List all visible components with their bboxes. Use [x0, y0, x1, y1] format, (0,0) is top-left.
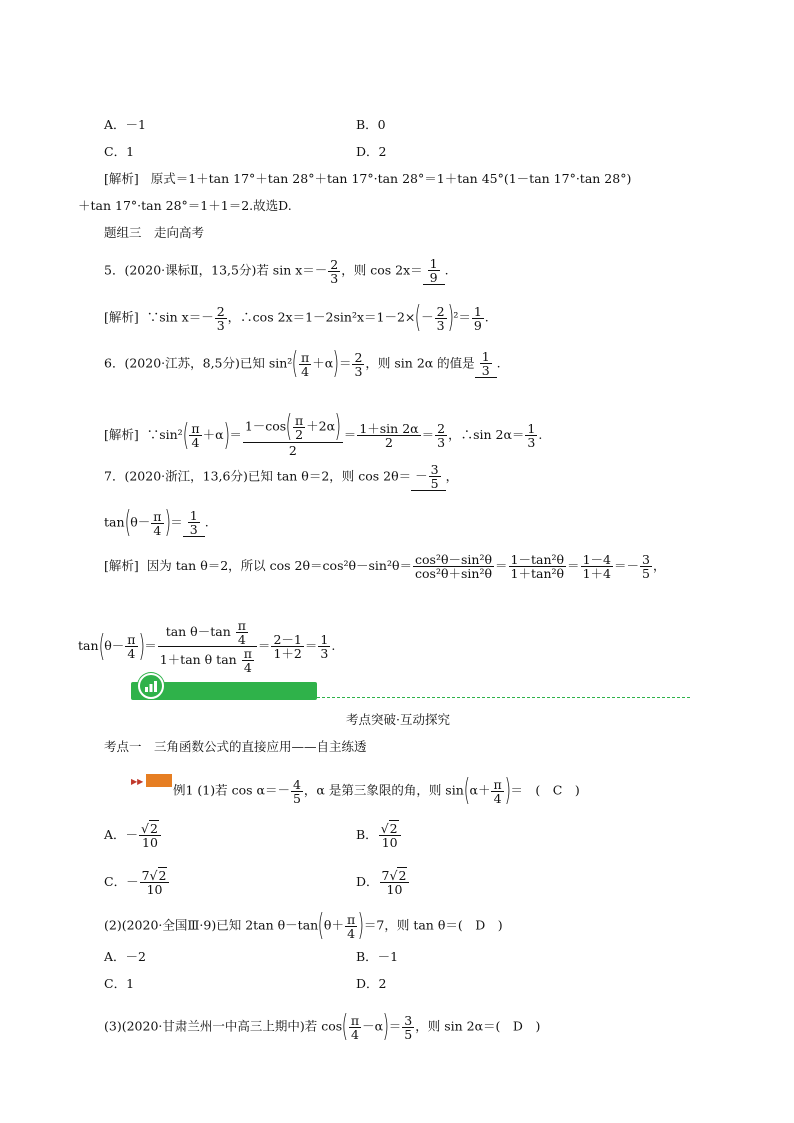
q4-option-a: A．－1	[104, 117, 146, 132]
fraction	[215, 305, 227, 332]
q6-analysis-pre: ∵sin²	[146, 427, 183, 442]
fraction	[480, 350, 492, 377]
numerator: 1	[189, 508, 198, 523]
ex2-stem-pre: (2)(2020·全国Ⅲ·9)已知 2tan θ－tan	[104, 917, 319, 933]
ex2-stem-end: ＝7，则 tan θ＝( D )	[363, 917, 503, 933]
numerator: 2－1	[273, 632, 302, 647]
left-paren: (	[341, 1009, 349, 1044]
numerator: π	[191, 421, 200, 436]
numerator: π	[346, 911, 356, 927]
q5-analysis-pre: ∵sin x＝－	[146, 309, 214, 325]
plus-alpha: ＋α	[312, 355, 334, 371]
q7-stem	[104, 463, 458, 491]
tan-text: tan	[78, 638, 99, 653]
fraction	[435, 422, 447, 449]
numerator: 1－4	[582, 552, 611, 567]
equals: ＝	[388, 1018, 402, 1034]
q4-option-b: B．0	[356, 117, 386, 132]
ex1-stem	[173, 773, 580, 808]
denominator: 4	[242, 660, 254, 674]
theta-minus: θ－	[104, 638, 125, 653]
example-marker-icon	[146, 774, 172, 787]
right-paren: )	[357, 908, 365, 943]
denominator: 5	[292, 790, 301, 806]
minus-alpha: －α	[362, 1018, 384, 1034]
period: .	[538, 427, 543, 442]
fraction	[379, 822, 401, 849]
ex1-option-a	[104, 822, 162, 849]
plus-alpha: ＋α	[202, 427, 224, 442]
fraction	[139, 822, 161, 849]
numerator	[140, 869, 170, 882]
q6-stem-pre: 6．(2020·江苏，8,5分)已知 sin²	[104, 355, 293, 371]
right-paren: )	[332, 346, 340, 381]
q5-stem-pre: 5．(2020·课标Ⅱ，13,5分)若 sin x＝－	[104, 262, 328, 278]
denominator: 4	[189, 435, 201, 449]
left-paren: (	[285, 409, 293, 444]
right-paren: )	[382, 1009, 390, 1044]
radicand: 2	[398, 868, 407, 883]
answer-blank	[411, 463, 445, 491]
fraction	[188, 509, 200, 536]
equals-minus: ＝－	[613, 558, 639, 573]
denominator: 1＋tan²θ	[510, 566, 565, 581]
sqrt: √2	[389, 868, 407, 883]
denominator: 3	[216, 317, 225, 333]
numerator	[380, 869, 410, 882]
fraction	[428, 257, 440, 284]
numerator: cos²θ－sin²θ	[415, 552, 492, 567]
denominator: 10	[139, 835, 161, 849]
right-paren: )	[504, 773, 511, 808]
equals: ＝	[257, 638, 271, 653]
numerator: 1	[473, 303, 482, 319]
text: 1＋tan θ tan	[159, 652, 237, 667]
left-paren: (	[124, 505, 131, 540]
numerator	[243, 409, 343, 444]
denominator: 3	[320, 646, 329, 661]
fraction	[158, 619, 257, 674]
numerator: 1	[429, 256, 438, 271]
fraction	[349, 1014, 361, 1041]
ex3-stem-end: ，则 sin 2α＝( D )	[415, 1018, 541, 1034]
fraction	[525, 422, 537, 449]
denominator: 10	[380, 882, 410, 896]
option-label: C．－	[104, 874, 139, 889]
denominator: cos²θ＋sin²θ	[415, 566, 492, 581]
numerator: 1	[527, 421, 536, 436]
answer-blank	[423, 257, 445, 285]
minus-sign: －	[421, 309, 434, 325]
q4-analysis-line1	[104, 171, 631, 187]
coefficient: 7	[381, 868, 390, 883]
answer-blank	[475, 350, 497, 378]
left-paren: (	[463, 773, 470, 808]
chart-icon	[138, 673, 164, 699]
left-paren: (	[317, 908, 325, 943]
equals: ＝	[304, 638, 318, 653]
fraction	[236, 619, 248, 646]
numerator: 2	[354, 349, 363, 365]
denominator: 3	[527, 435, 536, 450]
denominator: 4	[236, 632, 248, 646]
numerator: 1－tan²θ	[510, 552, 565, 567]
numerator: 2	[436, 303, 445, 319]
q6-stem	[104, 346, 501, 381]
period: .	[496, 355, 501, 371]
plus-2alpha: ＋2α	[306, 418, 336, 434]
fraction	[509, 553, 567, 580]
equals: ＝	[338, 355, 352, 371]
q5-stem-mid: ，则 cos 2x＝	[341, 262, 423, 278]
section-title: 考点突破·互动探究	[346, 712, 450, 727]
analysis-text: 原式＝1＋tan 17°＋tan 28°＋tan 17°·tan 28°＝1＋tan 45°(1－tan 17°·tan 28°)	[150, 171, 632, 186]
denominator: 4	[349, 1027, 361, 1041]
numerator: 1	[481, 349, 490, 364]
q5-stem	[104, 257, 449, 285]
ex2-option-d: D．2	[356, 976, 387, 991]
denominator: 4	[345, 926, 357, 940]
text: 1－cos	[244, 418, 287, 434]
coefficient: 7	[141, 868, 150, 883]
fraction	[291, 778, 303, 805]
numerator	[158, 619, 257, 646]
numerator: π	[153, 508, 162, 524]
chart-icon-glyph	[144, 679, 158, 693]
q7-analysis-pre: 因为 tan θ＝2，所以 cos 2θ＝cos²θ－sin²θ＝	[146, 558, 413, 573]
q7-stem-pre: 7．(2020·浙江，13,6分)已知 tan θ＝2，则 cos 2θ＝	[104, 468, 412, 484]
fraction	[380, 869, 410, 896]
q4-analysis-line2: ＋tan 17°·tan 28°＝1＋1＝2.故选D.	[78, 198, 292, 213]
fraction	[151, 510, 163, 537]
denominator: 3	[354, 363, 363, 379]
kaodian-title: 考点一 三角函数公式的直接应用——自主练透	[104, 739, 367, 754]
left-paren: (	[291, 346, 299, 381]
numerator: π	[301, 349, 310, 365]
numerator: 2	[330, 256, 339, 272]
fraction	[189, 422, 201, 449]
fraction	[357, 422, 420, 449]
sqrt: √2	[380, 821, 398, 836]
period: .	[204, 514, 209, 530]
fraction	[345, 913, 357, 940]
fraction	[472, 305, 484, 332]
fraction	[293, 414, 305, 441]
ex1-stem-pre: 例1 (1)若 cos α＝－	[173, 782, 290, 798]
q6-analysis-end-pre: ，∴sin 2α＝	[448, 427, 525, 442]
right-paren: )	[334, 409, 342, 444]
numerator: 3	[430, 462, 439, 477]
denominator: 1＋4	[582, 566, 611, 581]
fraction	[435, 305, 447, 332]
numerator: π	[237, 618, 246, 633]
q5-analysis-post: ²＝	[453, 309, 471, 325]
numerator: π	[493, 776, 502, 792]
fraction	[429, 463, 441, 490]
fraction	[140, 869, 170, 896]
denominator: 2	[293, 427, 305, 441]
fraction	[581, 553, 613, 580]
ex2-stem	[104, 908, 503, 943]
ex1-option-b	[356, 822, 402, 849]
numerator: 1＋sin 2α	[359, 421, 419, 436]
analysis-label: [解析]	[104, 427, 139, 442]
ex1-stem-mid: ，α 是第三象限的角，则 sin	[303, 782, 464, 798]
q7-stem-line2	[104, 505, 209, 540]
alpha-plus: α＋	[469, 782, 491, 798]
denominator: 3	[189, 522, 198, 537]
denominator: 2	[357, 435, 420, 449]
fraction	[318, 633, 330, 660]
denominator: 3	[436, 317, 445, 333]
equals: ＝	[343, 427, 357, 442]
denominator: 1＋2	[273, 646, 302, 661]
option-label: A．－	[104, 827, 139, 842]
ex1-answer: ＝ ( C )	[510, 782, 580, 798]
ex2-option-c: C．1	[104, 976, 135, 991]
q4-option-d: D．2	[356, 144, 387, 159]
radicand: 2	[150, 821, 158, 836]
q5-analysis	[104, 300, 489, 335]
ex1-option-c	[104, 869, 170, 896]
comma: ，	[652, 558, 666, 573]
period: .	[331, 638, 336, 653]
denominator	[158, 646, 257, 674]
analysis-label: [解析]	[104, 558, 139, 573]
radicand: 2	[158, 868, 167, 883]
q7-analysis-line2	[78, 619, 335, 674]
left-paren: (	[415, 300, 422, 335]
ex2-option-b: B．－1	[356, 949, 399, 964]
fraction	[299, 351, 311, 378]
q6-stem-mid: ，则 sin 2α 的值是	[365, 355, 475, 371]
denominator: 5	[430, 476, 439, 491]
denominator: 4	[491, 791, 503, 805]
denominator: 10	[379, 835, 401, 849]
option-label: B．	[356, 827, 378, 842]
right-paren: )	[164, 505, 171, 540]
radicand: 2	[389, 821, 398, 836]
numerator: 2	[216, 303, 225, 319]
denominator: 4	[151, 523, 163, 537]
q7-analysis	[104, 553, 665, 580]
numerator	[139, 822, 161, 835]
equals: ＝	[421, 427, 435, 442]
q5-analysis-mid: ，∴cos 2x＝1－2sin²x＝1－2×	[227, 309, 416, 325]
section-banner-divider	[317, 697, 690, 698]
comma: ，	[445, 468, 459, 484]
tan-text: tan	[104, 514, 125, 530]
fraction	[491, 778, 503, 805]
fraction	[413, 553, 494, 580]
option-label: D．	[356, 874, 379, 889]
fraction	[271, 633, 303, 660]
numerator: π	[294, 412, 304, 428]
theta-plus: θ＋	[323, 917, 344, 933]
fraction	[125, 633, 137, 660]
fraction	[640, 553, 652, 580]
right-paren: )	[223, 417, 230, 453]
fraction	[328, 258, 340, 285]
ex1-option-d	[356, 869, 410, 896]
left-paren: (	[98, 628, 105, 664]
numerator: 2	[437, 421, 446, 436]
theta-minus: θ－	[130, 514, 151, 530]
left-paren: (	[182, 417, 189, 453]
denominator: 5	[641, 566, 650, 581]
denominator: 2	[243, 442, 343, 459]
group3-title: 题组三 走向高考	[104, 225, 205, 240]
denominator: 9	[473, 317, 482, 333]
denominator: 4	[299, 364, 311, 378]
ex3-stem	[104, 1009, 541, 1044]
fraction	[242, 647, 254, 674]
denominator: 4	[125, 646, 137, 660]
numerator: 1	[320, 632, 329, 647]
fraction	[352, 351, 364, 378]
denominator: 3	[437, 435, 446, 450]
numerator: π	[127, 632, 136, 647]
double-arrow-icon: ▶▶	[131, 777, 144, 786]
equals: ＝	[567, 558, 580, 573]
equals: ＝	[229, 427, 242, 442]
fraction	[243, 409, 343, 459]
right-paren: )	[138, 628, 145, 664]
period: .	[484, 309, 489, 325]
q6-analysis	[104, 409, 543, 459]
fraction	[402, 1014, 414, 1041]
denominator: 3	[330, 270, 339, 286]
analysis-label: [解析]	[104, 171, 139, 186]
numerator: π	[350, 1012, 360, 1028]
denominator: 9	[429, 270, 438, 285]
ex2-option-a: A．－2	[104, 949, 146, 964]
q5-stem-end: .	[444, 262, 449, 278]
answer-blank	[183, 509, 205, 537]
sqrt: √2	[149, 868, 167, 883]
denominator: 3	[481, 363, 490, 378]
numerator: 4	[292, 776, 301, 792]
text: tan θ－tan	[165, 624, 231, 639]
denominator: 5	[404, 1026, 413, 1042]
numerator: 3	[641, 552, 650, 567]
ex3-stem-pre: (3)(2020·甘肃兰州一中高三上期中)若 cos	[104, 1018, 343, 1034]
numerator: π	[243, 646, 252, 661]
sqrt: √2	[141, 821, 158, 836]
numerator	[379, 822, 401, 835]
denominator: 10	[140, 882, 170, 896]
equals: ＝	[144, 638, 157, 653]
q4-option-c: C．1	[104, 144, 135, 159]
minus-sign: －	[415, 468, 428, 483]
equals: ＝	[495, 558, 508, 573]
equals: ＝	[170, 514, 183, 530]
numerator: 3	[404, 1012, 413, 1028]
analysis-label: [解析]	[104, 309, 139, 325]
right-paren: )	[447, 300, 454, 335]
